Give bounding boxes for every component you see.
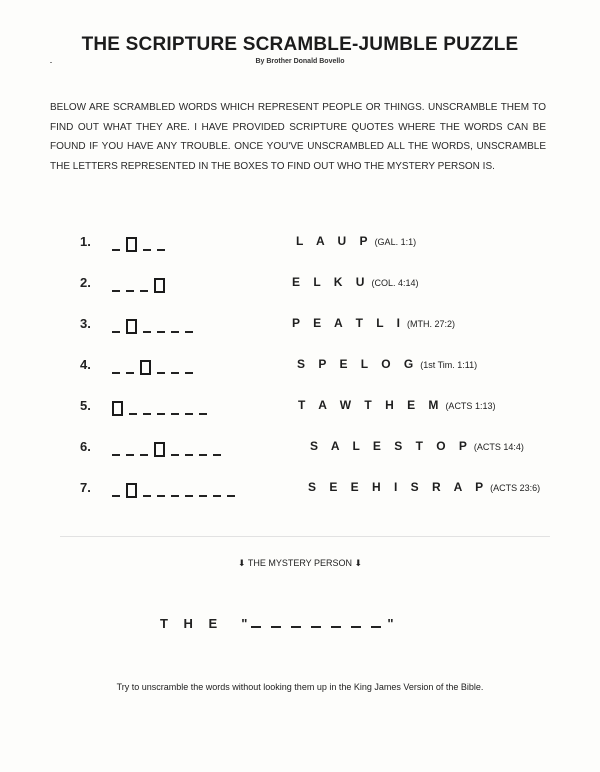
puzzle-row [0,355,600,379]
scripture-reference: (ACTS 23:6) [490,483,541,493]
scripture-reference: (ACTS 1:13) [445,401,496,411]
letter-blank [112,331,120,333]
mystery-letter-box [154,278,165,293]
letter-blank [185,372,193,374]
letter-blank [199,495,207,497]
letter-blank [185,454,193,456]
letter-blank [140,290,148,292]
puzzle-number: 3. [80,316,91,331]
puzzle-row [0,314,600,338]
scrambled-word: T A W T H E M [298,398,444,412]
close-quote: " [387,616,394,631]
letter-blank [143,413,151,415]
mystery-letter-blank [291,626,301,628]
mystery-letter-blank [351,626,361,628]
mystery-letter-blank [251,626,261,628]
letter-blank [227,495,235,497]
mystery-letter-box [126,483,137,498]
letter-blank [129,413,137,415]
puzzle-row [0,396,600,420]
letter-blank [126,372,134,374]
letter-blank [112,495,120,497]
puzzle-row [0,232,600,256]
answer-slots [112,478,235,500]
letter-blank [157,249,165,251]
mystery-letter-blank [371,626,381,628]
letter-blank [157,413,165,415]
scrambled-word-group [297,357,477,371]
scrambled-word-group [310,439,524,453]
scripture-reference: (ACTS 14:4) [473,442,524,452]
puzzle-number: 4. [80,357,91,372]
letter-blank [185,331,193,333]
letter-blank [126,454,134,456]
mystery-blanks [251,626,381,631]
scrambled-word-group [296,234,416,248]
letter-blank [112,454,120,456]
scrambled-word: L A U P [296,234,373,248]
letter-blank [171,372,179,374]
mystery-prefix: T H E [160,616,224,631]
answer-slots [112,314,193,336]
mystery-letter-box [154,442,165,457]
instructions-paragraph: BELOW ARE SCRAMBLED WORDS WHICH REPRESENT PEOPLE OR THINGS. UNSCRAMBLE THEM TO FIND OUT WHAT THEY ARE. I HAVE PROVIDED SCRIPTURE QUOTES WHERE THE WORDS CAN BE FOUND IF YOU HAVE ANY TROUBLE. ONCE YOU'VE UNSCRAMBLED ALL THE WORDS, UNSCRAMBLE THE LETTERS REPRESENTED IN THE BOXES TO FIND OUT WHO THE MYSTERY PERSON IS. [50,102,546,172]
scrambled-word: S P E L O G [297,357,419,371]
letter-blank [126,290,134,292]
open-quote: " [241,616,248,631]
letter-blank [199,454,207,456]
letter-blank [112,290,120,292]
mystery-person-label: ⬇ THE MYSTERY PERSON ⬇ [237,558,363,568]
scripture-reference: (MTH. 27:2) [407,319,456,329]
scrambled-word-group [298,398,495,412]
scrambled-word: E L K U [292,275,370,289]
letter-blank [140,454,148,456]
letter-blank [112,372,120,374]
scrambled-word: S E E H I S R A P [308,480,489,494]
letter-blank [185,495,193,497]
scrambled-word-group [308,480,540,494]
letter-blank [112,249,120,251]
answer-slots [112,355,193,377]
scrambled-word-group [292,316,455,330]
answer-slots [112,232,165,254]
letter-blank [171,331,179,333]
mystery-letter-blank [331,626,341,628]
answer-slots [112,396,207,418]
letter-blank [185,413,193,415]
scrambled-word: S A L E S T O P [310,439,472,453]
puzzle-number: 5. [80,398,91,413]
author-byline: By Brother Donald Bovello [255,58,345,65]
scripture-reference: (GAL. 1:1) [374,237,417,247]
letter-blank [157,372,165,374]
fold-line [60,536,550,537]
puzzle-number: 7. [80,480,91,495]
mystery-letter-box [140,360,151,375]
letter-blank [157,331,165,333]
scrambled-word: P E A T L I [292,316,406,330]
letter-blank [171,454,179,456]
letter-blank [199,413,207,415]
puzzle-row [0,478,600,502]
letter-blank [171,413,179,415]
letter-blank [213,454,221,456]
mystery-letter-blank [271,626,281,628]
mystery-letter-box [112,401,123,416]
mystery-letter-box [126,319,137,334]
mystery-letter-box [126,237,137,252]
mystery-answer-row [160,607,394,631]
scripture-reference: (COL. 4:14) [371,278,419,288]
letter-blank [157,495,165,497]
letter-blank [143,249,151,251]
page-title: THE SCRIPTURE SCRAMBLE-JUMBLE PUZZLE [81,34,519,55]
scripture-reference: (1st Tim. 1:11) [420,360,478,370]
puzzle-number: 6. [80,439,91,454]
footer-note: Try to unscramble the words without looking them up in the King James Version of the Bible. [116,682,484,692]
letter-blank [143,331,151,333]
puzzle-row [0,273,600,297]
puzzle-number: 1. [80,234,91,249]
answer-slots [112,437,221,459]
letter-blank [171,495,179,497]
letter-blank [213,495,221,497]
puzzle-row [0,437,600,461]
mystery-letter-blank [311,626,321,628]
letter-blank [143,495,151,497]
answer-slots [112,273,165,295]
puzzle-number: 2. [80,275,91,290]
scrambled-word-group [292,275,418,289]
